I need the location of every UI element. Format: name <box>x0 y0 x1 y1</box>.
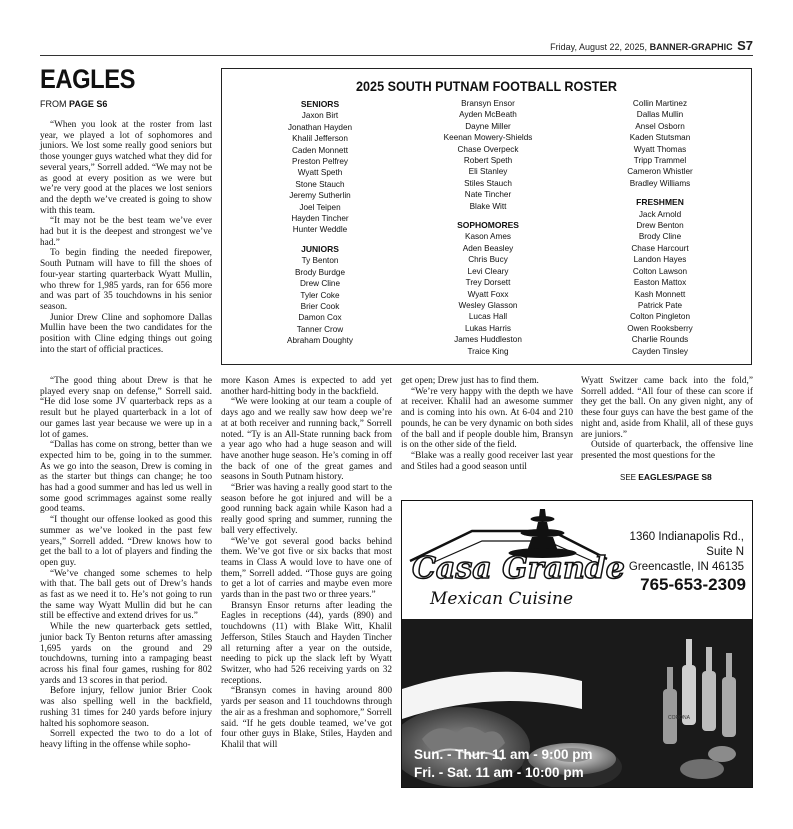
article-column-4 <box>581 376 753 462</box>
ad-photo-panel <box>402 619 753 788</box>
paragraph: Junior Drew Cline and sophomore Dallas Mullin have been the two candidates for the position with Cline edging things out going into the start of official practices. <box>40 312 212 355</box>
roster-player-name: Aden Beasley <box>462 243 514 253</box>
roster-list-freshmen <box>590 209 730 357</box>
roster-player-name: Hayden Tincher <box>291 214 349 224</box>
ad-address-line-2: Suite N <box>706 546 744 558</box>
ad-address-line-1: 1360 Indianapolis Rd., <box>629 531 744 543</box>
roster-player-name: Wyatt Speth <box>297 168 343 178</box>
paragraph: Outside of quarterback, the offensive line presented the most questions for the <box>581 440 753 461</box>
roster-player-name: Bransyn Ensor <box>461 99 515 108</box>
jump-to <box>620 472 712 482</box>
roster-player-name: Wesley Glasson <box>458 300 518 310</box>
roster-player-name: Tyler Coke <box>300 290 340 300</box>
roster-player-name: Abraham Doughty <box>287 336 353 346</box>
header-rule <box>40 55 753 56</box>
article-column-3 <box>401 376 573 472</box>
food-photo <box>402 619 753 788</box>
roster-player-name: Jack Arnold <box>638 209 682 219</box>
jump-from-page: PAGE S6 <box>69 99 108 109</box>
roster-player-name: Chase Overpeck <box>457 144 519 154</box>
roster-heading-juniors: JUNIORS <box>301 243 339 254</box>
article-title: EAGLES <box>40 64 136 94</box>
roster-list-seniors <box>250 110 390 235</box>
header-page-number: S7 <box>737 38 753 53</box>
roster-player-name: Tripp Trammel <box>633 156 687 166</box>
roster-player-name: Kaden Stutsman <box>629 133 691 143</box>
roster-player-name: Chris Bucy <box>468 255 508 265</box>
roster-player-name: Dayne Miller <box>465 121 511 131</box>
roster-player-name: Traice King <box>467 346 509 356</box>
roster-player-name: Tanner Crow <box>296 324 344 334</box>
roster-player-name: Wyatt Thomas <box>633 144 687 154</box>
roster-player-name: Owen Rooksberry <box>627 323 693 333</box>
ad-cuisine: Mexican Cuisine <box>430 589 574 609</box>
paragraph: While the new quarterback gets settled, junior back Ty Benton returns after amassing 1,695 yards on the ground and 29 touchdowns, turning into a rampaging beast across his final four games, rushing for 802 yards and 13 scores in that period. <box>40 622 212 686</box>
roster-player-name: James Huddleston <box>454 335 522 345</box>
roster-player-name: Brody Burdge <box>294 267 346 277</box>
ad-hours-weekend: Fri. - Sat. 11 am - 10:00 pm <box>414 765 584 780</box>
paragraph: To begin finding the needed firepower, South Putnam will have to fill the shoes of four-year starting quarterback Wyatt Mullin, who threw for 1,985 yards, ran for 656 more and was part of 35 touchdowns in his senior season. <box>40 248 212 312</box>
roster-column-2 <box>418 98 558 357</box>
jump-to-page: EAGLES/PAGE S8 <box>638 472 712 482</box>
roster-player-name: Bradley Williams <box>629 178 691 188</box>
roster-player-name: Jaxon Birt <box>301 111 339 121</box>
roster-player-name: Ansel Osborn <box>635 121 685 131</box>
roster-player-name: Stiles Stauch <box>464 178 512 188</box>
roster-title: 2025 SOUTH PUTNAM FOOTBALL ROSTER <box>356 78 617 94</box>
header-paper: BANNER-GRAPHIC <box>649 42 733 52</box>
paragraph: “We’ve got several good backs behind them. We’ve got five or six backs that most teams in Class A would love to have one of them,” Sorrell added. “Those guys are going to get a lot of carries and maybe even more yards than in the past two or three years.” <box>221 536 392 601</box>
roster-player-name: Colton Lawson <box>632 266 688 276</box>
roster-player-name: Stone Stauch <box>295 179 345 189</box>
roster-player-name: Joel Teipen <box>299 202 341 212</box>
paragraph: Bransyn Ensor returns after leading the Eagles in receptions (44), yards (890) and touchdowns (11) with Blake Witt, Khalil Jefferson, Stiles Stauch and Hayden Tincher all returning after a year on the outside, needing to pick up the slack left by Wyatt Switzer, who had 526 receiving yards on 32 receptions. <box>221 600 392 686</box>
article-column-1-lower <box>40 376 212 751</box>
article-column-2 <box>221 376 392 751</box>
roster-player-name: Preston Pelfrey <box>292 157 348 167</box>
roster-player-name: Eli Stanley <box>468 167 508 177</box>
roster-player-name: Chase Harcourt <box>631 243 689 253</box>
page-header <box>550 38 753 53</box>
jump-to-label: SEE <box>620 473 637 482</box>
roster-player-name: Ty Benton <box>301 256 339 266</box>
roster-player-name: Collin Martinez <box>632 99 688 108</box>
ad-restaurant-name: Casa Grande <box>412 551 625 586</box>
roster-player-name: Hunter Weddle <box>292 225 348 235</box>
roster-player-name: Trey Dorsett <box>465 278 511 288</box>
roster-player-name: Dallas Mullin <box>636 110 684 120</box>
roster-column-3 <box>590 98 730 357</box>
roster-player-name: Jonathan Hayden <box>287 122 353 132</box>
paragraph: “When you look at the roster from last year, we played a lot of sophomores and juniors. We lost some really good seniors but those younger guys watched what they did for several years,” Sorrell added. “We may not be as good at every position as we were but we’re very good at the places we lost seniors and the depth we’ve created is going to show with this team. <box>40 120 212 216</box>
roster-player-name: Jeremy Sutherlin <box>289 191 351 201</box>
roster-player-name: Caden Monnett <box>292 145 348 155</box>
roster-player-name: Colton Pingleton <box>629 312 691 322</box>
paragraph: “I thought our offense looked as good this summer as we’ve looked in the past few years,” Sorrell added. “Drew knows how to get the ball to a lot of players and finding the open guy. <box>40 515 212 568</box>
roster-list-sophomores-cont <box>590 98 730 189</box>
roster-column-1 <box>250 99 390 347</box>
roster-list-sophomores <box>418 231 558 356</box>
roster-player-name: Brody Cline <box>638 232 682 242</box>
roster-player-name: Wyatt Foxx <box>467 289 509 299</box>
roster-player-name: Khalil Jefferson <box>292 134 348 144</box>
roster-player-name: Blake Witt <box>469 201 507 211</box>
ad-address-line-3: Greencastle, IN 46135 <box>628 561 744 573</box>
roster-player-name: Kason Ames <box>465 232 511 242</box>
roster-player-name: Landon Hayes <box>633 255 687 265</box>
roster-heading-sophomores: SOPHOMORES <box>457 220 519 231</box>
roster-player-name: Nate Tincher <box>464 190 512 200</box>
paragraph: Sorrell expected the two to do a lot of heavy lifting in the offense while sopho- <box>40 729 212 750</box>
roster-player-name: Cameron Whistler <box>627 167 693 177</box>
roster-player-name: Lukas Harris <box>465 323 511 333</box>
roster-list-juniors <box>250 255 390 346</box>
roster-player-name: Levi Cleary <box>467 266 509 276</box>
roster-player-name: Patrick Pate <box>637 300 683 310</box>
roster-player-name: Brier Cook <box>300 301 340 311</box>
roster-heading-seniors: SENIORS <box>300 99 340 109</box>
roster-list-juniors-cont <box>418 98 558 212</box>
jump-from-label: FROM <box>40 99 67 109</box>
roster-player-name: Ayden McBeath <box>459 110 517 120</box>
roster-player-name: Cayden Tinsley <box>632 346 688 356</box>
beer-bottles-icon <box>663 639 736 744</box>
paragraph: Before injury, fellow junior Brier Cook was also spelling well in the backfield, rushing 31 times for 240 yards before injury halted his sophomore season. <box>40 686 212 729</box>
ad-top-panel <box>402 501 753 619</box>
paragraph: “We’ve changed some schemes to help with that. The ball gets out of Drew’s hands as fast as we need it to. He’s not going to run the same way Wyatt Mullin did but he can still be effective and extend drives for us.” <box>40 568 212 622</box>
paragraph: “Bransyn comes in having around 800 yards per season and 11 touchdowns through the air as a freshman and sophomore,” Sorrell said. “If he gets double teamed, we’ve got four other guys in Blake, Stiles, Hayden and Khalil that will <box>221 686 392 750</box>
paragraph: “Brier was having a really good start to the season before he got injured and will be a good running back again while Kason had a really good spring and summer, running the ball very effectively. <box>221 483 392 536</box>
jump-from <box>40 99 107 109</box>
roster-player-name: Robert Speth <box>463 156 513 166</box>
roster-heading-freshmen: FRESHMEN <box>636 197 684 208</box>
paragraph: “Blake was a really good receiver last year and Stiles had a good season until <box>401 450 573 472</box>
paragraph: “It may not be the best team we’ve ever had but it is the deepest and strongest we’ve had.” <box>40 216 212 248</box>
roster-box <box>221 68 752 365</box>
roster-player-name: Drew Cline <box>299 279 341 289</box>
roster-player-name: Damon Cox <box>298 313 342 323</box>
paragraph: get open; Drew just has to find them. <box>401 376 539 386</box>
header-date: Friday, August 22, 2025, <box>550 42 648 52</box>
paragraph: “We were looking at our team a couple of days ago and we really saw how deep we’re at at both receiver and running back,” Sorrell noted. “Ty is an All-State running back from a year ago who had a huge season and will have another huge season. He’s coming in off the back of one of the great games and seasons in South Putnam history. <box>221 397 392 483</box>
paragraph: more Kason Ames is expected to add yet another hard-hitting body in the backfield. <box>221 376 392 397</box>
paragraph: Wyatt Switzer came back into the fold,” Sorrell added. “All four of these can score if they get the ball. On any given night, any of these four guys can have the best game of the night and, aside from Khalil, all of these guys are juniors.” <box>581 376 753 440</box>
restaurant-ad <box>401 500 753 788</box>
ad-hours-weekday: Sun. - Thur. 11 am - 9:00 pm <box>414 747 593 762</box>
paragraph: “Dallas has come on strong, better than we expected him to be, going in to the summer. As we go into the season, Drew is coming in as the starter but things can change; he too has had a good summer and has led us well in some good scrimmages against some really good teams. <box>40 440 212 515</box>
article-column-1 <box>40 120 212 355</box>
ad-phone: 765-653-2309 <box>640 575 746 594</box>
fountain-icon <box>539 509 546 517</box>
roster-player-name: Drew Benton <box>636 221 684 231</box>
roster-player-name: Keenan Mowery-Shields <box>443 133 533 143</box>
svg-text:CORONA: CORONA <box>668 715 690 721</box>
roster-player-name: Lucas Hall <box>468 312 508 322</box>
roster-player-name: Easton Mattox <box>633 278 687 288</box>
paragraph: “We’re very happy with the depth we have at receiver. Khalil had an awesome summer and is coming into his own. At 6-04 and 210 pounds, he can be very dynamic on both sides of the ball and if people double him, Bransyn is on the other side of the field. <box>401 386 573 451</box>
roster-player-name: Charlie Rounds <box>631 335 689 345</box>
roster-player-name: Kash Monnett <box>634 289 686 299</box>
paragraph: “The good thing about Drew is that he played every snap on defense,” Sorrell said. “He did lose some JV quarterback reps as a result but he played quarterback in a lot of our games last year because we were up in a lot of games. <box>40 376 212 440</box>
